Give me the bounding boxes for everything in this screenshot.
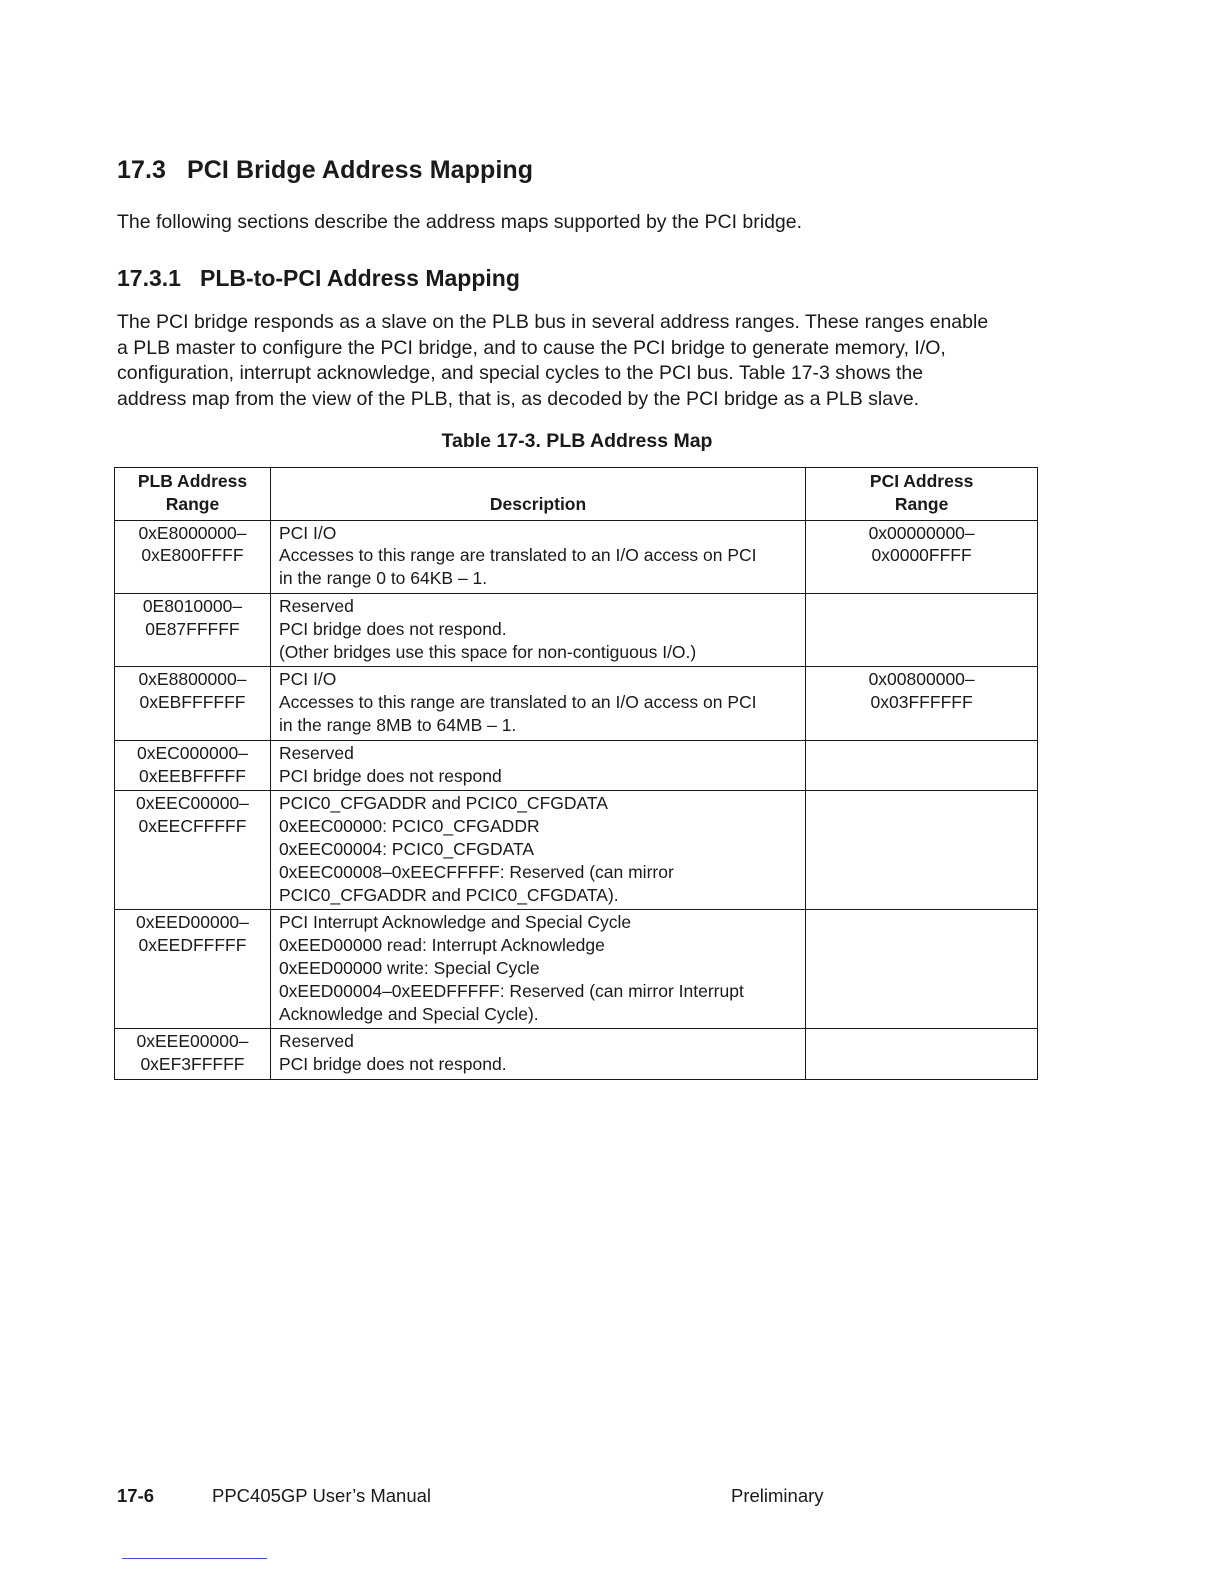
description-line: 0xEEC00004: PCIC0_CFGDATA — [278, 838, 535, 859]
subsection-heading — [117, 265, 520, 292]
header-line: PCI Address — [869, 471, 974, 491]
pci-range-cell — [806, 740, 1038, 791]
description-line: 0xEED00000 write: Special Cycle — [278, 957, 540, 978]
description-line: Acknowledge and Special Cycle). — [278, 1003, 539, 1024]
range-line: 0xEEE00000– — [136, 1031, 249, 1052]
description-line: Reserved — [278, 1031, 354, 1052]
plb-range-cell — [115, 667, 271, 740]
header-line: PLB Address — [137, 471, 248, 491]
table-row — [115, 791, 1038, 910]
description-line: PCI bridge does not respond. — [278, 1054, 507, 1075]
header-pci-range — [806, 468, 1038, 521]
plb-range-cell — [115, 593, 271, 666]
section-heading — [117, 156, 533, 185]
footer-page-number: 17-6 — [117, 1485, 155, 1506]
body-paragraph — [117, 310, 1047, 412]
table-caption: Table 17-3. PLB Address Map — [441, 430, 713, 452]
range-line: 0x00800000– — [868, 669, 975, 690]
plb-range-cell — [115, 791, 271, 910]
subsection-number: 17.3.1 — [117, 265, 181, 291]
range-line: 0xEBFFFFFF — [139, 692, 246, 713]
paragraph-line: configuration, interrupt acknowledge, and special cycles to the PCI bus. Table 17-3 shows the — [117, 362, 924, 384]
paragraph-line: address map from the view of the PLB, that is, as decoded by the PCI bridge as a PLB slave. — [117, 387, 920, 410]
range-line: 0xEEDFFFFF — [138, 935, 247, 956]
description-cell — [270, 667, 805, 740]
section-title: PCI Bridge Address Mapping — [187, 156, 534, 184]
range-line: 0xE8000000– — [138, 522, 247, 543]
range-line: 0x0000FFFF — [871, 545, 972, 566]
description-line: in the range 8MB to 64MB – 1. — [278, 714, 517, 735]
plb-address-map-table — [114, 467, 1038, 1080]
range-line: 0xEEC00000– — [136, 793, 249, 814]
plb-range-cell — [115, 520, 271, 593]
description-line: (Other bridges use this space for non-contiguous I/O.) — [278, 641, 697, 662]
range-line: 0E87FFFFF — [145, 618, 240, 639]
header-description: Description — [270, 468, 805, 521]
section-number: 17.3 — [117, 156, 167, 184]
description-line: PCI I/O — [278, 669, 337, 690]
table-row — [115, 593, 1038, 666]
pci-range-cell — [806, 910, 1038, 1029]
range-line: 0E8010000– — [142, 595, 243, 616]
range-line: 0x03FFFFFF — [870, 692, 973, 713]
range-line: 0x00000000– — [868, 522, 975, 543]
table-row — [115, 910, 1038, 1029]
description-line: Reserved — [278, 742, 354, 763]
description-cell — [270, 1029, 805, 1080]
description-line: PCI Interrupt Acknowledge and Special Cycle — [278, 912, 632, 933]
description-line: in the range 0 to 64KB – 1. — [278, 568, 488, 589]
table-header-row — [115, 468, 1038, 521]
pci-range-cell — [806, 520, 1038, 593]
table-row — [115, 1029, 1038, 1080]
range-line: 0xEEBFFFFF — [138, 765, 246, 786]
footer-status: Preliminary — [731, 1485, 824, 1506]
footer-rule — [122, 1558, 267, 1559]
description-line: Accesses to this range are translated to an I/O access on PCI — [278, 545, 757, 566]
footer-manual-title: PPC405GP User’s Manual — [212, 1485, 432, 1506]
pci-range-cell — [806, 667, 1038, 740]
table-row — [115, 740, 1038, 791]
description-cell — [270, 740, 805, 791]
paragraph-line: a PLB master to configure the PCI bridge, and to cause the PCI bridge to generate memory, I/O, — [117, 336, 946, 359]
range-line: 0xEECFFFFF — [138, 816, 247, 837]
description-cell — [270, 791, 805, 910]
plb-range-cell — [115, 910, 271, 1029]
table-row — [115, 667, 1038, 740]
description-line: Reserved — [278, 595, 354, 616]
description-line: PCIC0_CFGADDR and PCIC0_CFGDATA). — [278, 884, 619, 905]
description-line: Accesses to this range are translated to an I/O access on PCI — [278, 692, 757, 713]
pci-range-cell — [806, 1029, 1038, 1080]
range-line: 0xEC000000– — [137, 742, 248, 763]
header-plb-range — [115, 468, 271, 521]
description-line: 0xEED00004–0xEEDFFFFF: Reserved (can mirror Interrupt — [278, 980, 744, 1001]
range-line: 0xE8800000– — [138, 669, 247, 690]
range-line: 0xE800FFFF — [141, 545, 244, 566]
description-line: 0xEEC00000: PCIC0_CFGADDR — [278, 816, 540, 837]
plb-range-cell — [115, 740, 271, 791]
description-line: 0xEED00000 read: Interrupt Acknowledge — [278, 935, 605, 956]
intro-text: The following sections describe the address maps supported by the PCI bridge. — [117, 211, 803, 233]
pci-range-cell — [806, 593, 1038, 666]
subsection-title: PLB-to-PCI Address Mapping — [200, 265, 520, 291]
header-line: Range — [894, 493, 949, 514]
description-cell — [270, 910, 805, 1029]
header-line: Range — [165, 493, 220, 514]
description-cell — [270, 593, 805, 666]
pci-range-cell — [806, 791, 1038, 910]
table-row — [115, 520, 1038, 593]
plb-range-cell — [115, 1029, 271, 1080]
description-cell — [270, 520, 805, 593]
description-line: PCI bridge does not respond. — [278, 618, 507, 639]
description-line: PCI I/O — [278, 522, 337, 543]
description-line: PCI bridge does not respond — [278, 765, 502, 786]
range-line: 0xEED00000– — [136, 912, 249, 933]
range-line: 0xEF3FFFFF — [140, 1054, 245, 1075]
paragraph-line: The PCI bridge responds as a slave on the PLB bus in several address ranges. These ranges enable — [117, 311, 989, 333]
description-line: 0xEEC00008–0xEECFFFFF: Reserved (can mirror — [278, 861, 674, 882]
description-line: PCIC0_CFGADDR and PCIC0_CFGDATA — [278, 793, 608, 814]
